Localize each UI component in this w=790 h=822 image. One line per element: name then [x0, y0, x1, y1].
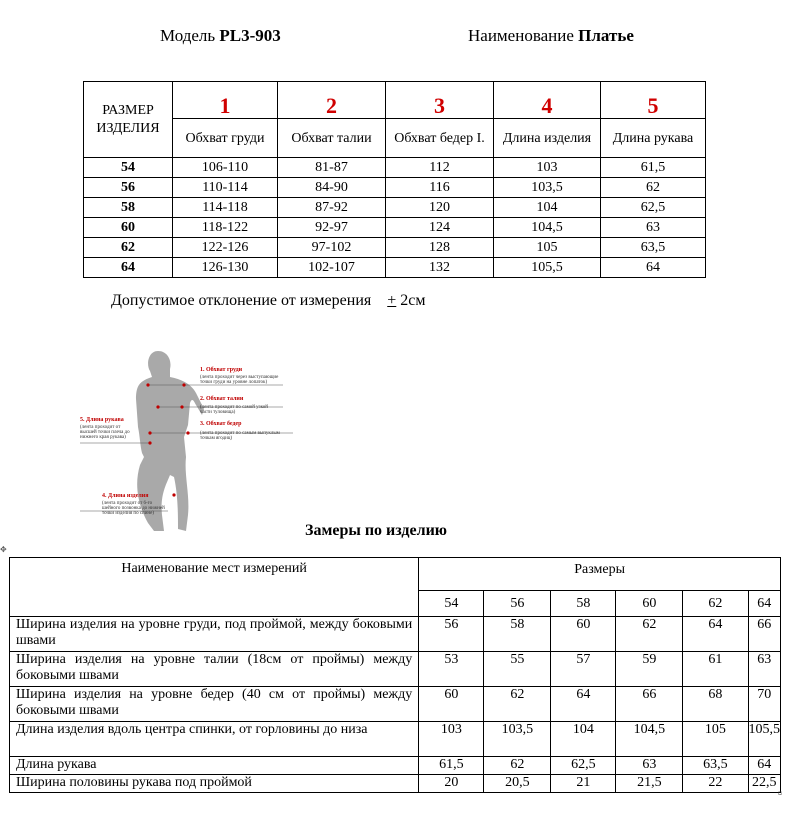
measurement-value: 53	[419, 652, 484, 687]
figure-label-2-note: (лента проходит по самой узкой	[200, 405, 268, 410]
figure-label-4-note: шейного позвонка до нижней	[102, 506, 165, 511]
name-value: Платье	[578, 26, 634, 45]
measurement-value: 56	[419, 617, 484, 652]
size-header: РАЗМЕР ИЗДЕЛИЯ	[84, 82, 173, 158]
value-cell: 106-110	[173, 158, 278, 178]
size-column-header: 56	[484, 591, 551, 617]
measurement-value: 62	[484, 687, 551, 722]
value-cell: 114-118	[173, 198, 278, 218]
size-cell: 56	[84, 178, 173, 198]
measurement-value: 66	[616, 687, 683, 722]
measurement-value: 20,5	[484, 775, 551, 793]
column-number: 1	[173, 82, 278, 119]
value-cell: 104	[494, 198, 601, 218]
measurement-label: Длина изделия вдоль центра спинки, от горловины до низа	[10, 722, 419, 757]
table-row	[84, 158, 706, 178]
column-label: Обхват бедер I.	[386, 119, 494, 158]
measurement-label: Ширина изделия на уровне груди, под проймой, между боковыми швами	[10, 617, 419, 652]
tolerance-note	[111, 292, 426, 310]
value-cell: 120	[386, 198, 494, 218]
size-cell: 60	[84, 218, 173, 238]
column-label: Длина изделия	[494, 119, 601, 158]
value-cell: 122-126	[173, 238, 278, 258]
measurement-value: 70	[748, 687, 781, 722]
measurement-value: 104,5	[616, 722, 683, 757]
size-column-header: 64	[748, 591, 781, 617]
table-row	[10, 687, 781, 722]
table-row	[10, 617, 781, 652]
measurement-label: Ширина половины рукава под проймой	[10, 775, 419, 793]
product-name-line	[468, 26, 634, 46]
value-cell: 62,5	[601, 198, 706, 218]
value-cell: 105	[494, 238, 601, 258]
value-cell: 87-92	[278, 198, 386, 218]
figure-label-4-note: (лента проходит от 6-го	[102, 501, 153, 506]
value-cell: 110-114	[173, 178, 278, 198]
measurement-value: 21,5	[616, 775, 683, 793]
measurement-value: 105,5	[748, 722, 781, 757]
body-measurement-figure	[78, 345, 298, 535]
measurement-value: 63,5	[683, 757, 748, 775]
value-cell: 104,5	[494, 218, 601, 238]
measurement-label: Длина рукава	[10, 757, 419, 775]
value-cell: 112	[386, 158, 494, 178]
measurement-value: 60	[551, 617, 616, 652]
value-cell: 64	[601, 258, 706, 278]
value-cell: 128	[386, 238, 494, 258]
table-row	[10, 775, 781, 793]
figure-label-3-note: точкам ягодиц)	[200, 436, 233, 441]
measurement-value: 63	[748, 652, 781, 687]
figure-label-1-title: 1. Обхват груди	[200, 367, 243, 373]
value-cell: 61,5	[601, 158, 706, 178]
measurement-value: 62,5	[551, 757, 616, 775]
figure-label-2-title: 2. Обхват талии	[200, 396, 244, 402]
column-number: 5	[601, 82, 706, 119]
column-number: 4	[494, 82, 601, 119]
column-label: Длина рукава	[601, 119, 706, 158]
value-cell: 105,5	[494, 258, 601, 278]
measurement-value: 55	[484, 652, 551, 687]
measurement-value: 103,5	[484, 722, 551, 757]
figure-label-3-title: 3. Обхват бедер	[200, 421, 242, 427]
tolerance-sign: +	[387, 292, 397, 309]
table-row	[84, 258, 706, 278]
table-row	[84, 238, 706, 258]
figure-label-5-note: высшей точки плеча до	[80, 430, 130, 435]
measurement-value: 64	[551, 687, 616, 722]
measurement-value: 22	[683, 775, 748, 793]
model-code: PL3-903	[219, 26, 281, 45]
measurements-title: Замеры по изделию	[305, 522, 448, 539]
figure-label-5-title: 5. Длина рукава	[80, 417, 124, 423]
size-column-header: 62	[683, 591, 748, 617]
column-label: Обхват талии	[278, 119, 386, 158]
measurement-value: 62	[616, 617, 683, 652]
column-number: 2	[278, 82, 386, 119]
measurements-table	[9, 557, 781, 793]
measurement-value: 61,5	[419, 757, 484, 775]
value-cell: 124	[386, 218, 494, 238]
column-number: 3	[386, 82, 494, 119]
measurement-value: 57	[551, 652, 616, 687]
measurement-value: 61	[683, 652, 748, 687]
value-cell: 63	[601, 218, 706, 238]
value-cell: 92-97	[278, 218, 386, 238]
figure-label-3-note: (лента проходит по самым выпуклым	[200, 431, 280, 436]
name-prefix: Наименование	[468, 26, 574, 45]
measurement-value: 68	[683, 687, 748, 722]
measurement-value: 63	[616, 757, 683, 775]
measurement-value: 22,5	[748, 775, 781, 793]
value-cell: 126-130	[173, 258, 278, 278]
size-column-header: 58	[551, 591, 616, 617]
size-column-header: 60	[616, 591, 683, 617]
tolerance-text: Допустимое отклонение от измерения	[111, 292, 372, 309]
measurement-value: 60	[419, 687, 484, 722]
figure-label-5-note: (лента проходит от	[80, 425, 121, 430]
value-cell: 116	[386, 178, 494, 198]
figure-label-1-note: (лента проходит через выступающие	[200, 375, 279, 380]
tolerance-value: 2см	[400, 292, 426, 309]
size-chart-table	[83, 81, 706, 278]
measurement-label: Ширина изделия на уровне бедер (40 см от проймы) между боковыми швами	[10, 687, 419, 722]
measurement-value: 66	[748, 617, 781, 652]
measurement-value: 64	[683, 617, 748, 652]
figure-label-4-title: 4. Длина изделия	[102, 493, 149, 499]
table-row	[10, 722, 781, 757]
model-prefix: Модель	[160, 26, 216, 45]
table-row	[84, 218, 706, 238]
measurement-value: 62	[484, 757, 551, 775]
value-cell: 118-122	[173, 218, 278, 238]
value-cell: 103,5	[494, 178, 601, 198]
measurement-value: 103	[419, 722, 484, 757]
value-cell: 97-102	[278, 238, 386, 258]
measurement-label: Ширина изделия на уровне талии (18см от проймы) между боковыми швами	[10, 652, 419, 687]
size-cell: 62	[84, 238, 173, 258]
value-cell: 103	[494, 158, 601, 178]
figure-label-5-note: нижнего края рукава)	[80, 435, 126, 440]
table-row	[84, 178, 706, 198]
sizes-header: Размеры	[419, 558, 781, 591]
value-cell: 132	[386, 258, 494, 278]
measurement-value: 21	[551, 775, 616, 793]
measurement-value: 20	[419, 775, 484, 793]
table-end-mark-icon: ¤	[778, 789, 782, 798]
size-column-header: 54	[419, 591, 484, 617]
value-cell: 81-87	[278, 158, 386, 178]
value-cell: 63,5	[601, 238, 706, 258]
figure-label-2-note: части туловища)	[200, 410, 236, 415]
table-row	[84, 198, 706, 218]
size-cell: 54	[84, 158, 173, 178]
table-move-handle-icon[interactable]: ✥	[0, 545, 7, 554]
figure-label-1-note: точки груди на уровне лопаток)	[200, 380, 268, 385]
column-label: Обхват груди	[173, 119, 278, 158]
size-cell: 64	[84, 258, 173, 278]
measurement-value: 59	[616, 652, 683, 687]
value-cell: 84-90	[278, 178, 386, 198]
measurement-value: 104	[551, 722, 616, 757]
measurement-value: 105	[683, 722, 748, 757]
measurement-value: 64	[748, 757, 781, 775]
table-row	[10, 652, 781, 687]
table-row	[10, 757, 781, 775]
figure-label-4-note: точки изделия по спине)	[102, 511, 154, 516]
model-line	[160, 26, 281, 46]
measurement-value: 58	[484, 617, 551, 652]
value-cell: 102-107	[278, 258, 386, 278]
measurement-name-header: Наименование мест измерений	[10, 558, 419, 617]
value-cell: 62	[601, 178, 706, 198]
size-cell: 58	[84, 198, 173, 218]
